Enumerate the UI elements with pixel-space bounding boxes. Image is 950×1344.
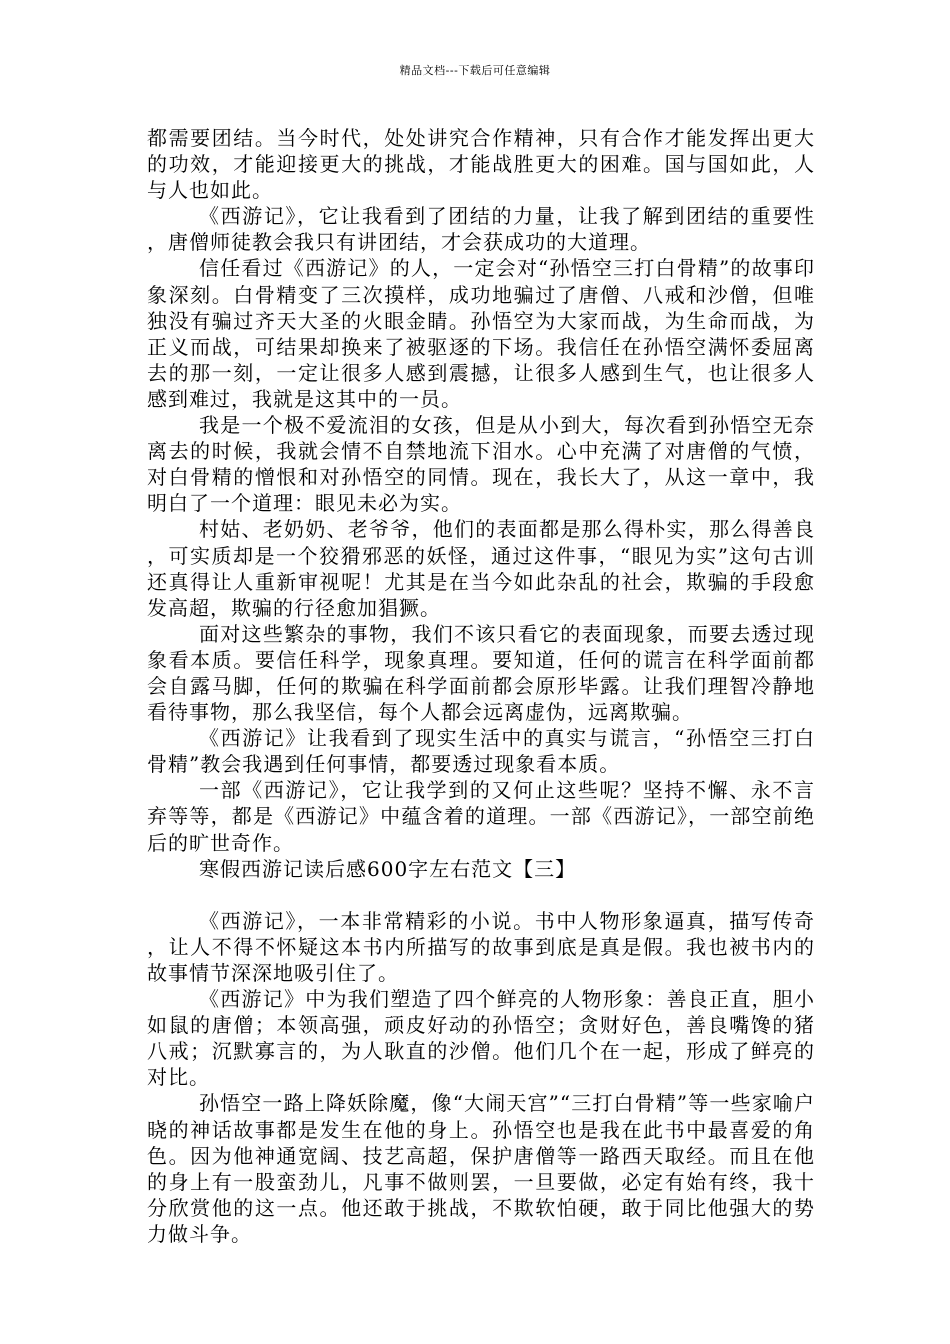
- paragraph: 《西游记》中为我们塑造了四个鲜亮的人物形象：善良正直，胆小如鼠的唐僧；本领高强，顽皮好动的孙悟空；贪财好色，善良嘴馋的猪八戒；沉默寡言的，为人耿直的沙僧。他们几个在一起，形成了鲜亮的对比。: [147, 987, 815, 1090]
- document-body: [147, 125, 815, 1247]
- paragraph-continued: 都需要团结。当今时代，处处讲究合作精神，只有合作才能发挥出更大的功效，才能迎接更大的挑战，才能战胜更大的困难。国与国如此，人与人也如此。: [147, 126, 815, 203]
- paragraph: 信任看过《西游记》的人，一定会对“孙悟空三打白骨精”的故事印象深刻。白骨精变了三次摸样，成功地骗过了唐僧、八戒和沙僧，但唯独没有骗过齐天大圣的火眼金睛。孙悟空为大家而战，为生命而战，为正义而战，可结果却换来了被驱逐的下场。我信任在孙悟空满怀委屈离去的那一刻，一定让很多人感到震撼，让很多人感到生气，也让很多人感到难过，我就是这其中的一员。: [147, 256, 815, 411]
- paragraph: 面对这些繁杂的事物，我们不该只看它的表面现象，而要去透过现象看本质。要信任科学，现象真理。要知道，任何的谎言在科学面前都会自露马脚，任何的欺骗在科学面前都会原形毕露。让我们理智冷静地看待事物，那么我坚信，每个人都会远离虚伪，远离欺骗。: [147, 621, 815, 725]
- paragraph: 《西游记》让我看到了现实生活中的真实与谎言，“孙悟空三打白骨精”教会我遇到任何事情，都要透过现象看本质。: [147, 726, 815, 777]
- paragraph: 一部《西游记》，它让我学到的又何止这些呢？坚持不懈、永不言弃等等，都是《西游记》中蕴含着的道理。一部《西游记》，一部空前绝后的旷世奇作。: [147, 778, 815, 855]
- page-header: 精品文档---下载后可任意编辑: [399, 64, 551, 77]
- paragraph: 村姑、老奶奶、老爷爷，他们的表面都是那么得朴实，那么得善良，可实质却是一个狡猾邪恶的妖怪，通过这件事，“眼见为实”这句古训还真得让人重新审视呢！尤其是在当今如此杂乱的社会，欺骗的手段愈发高超，欺骗的行径愈加猖獗。: [147, 517, 815, 620]
- paragraph: 孙悟空一路上降妖除魔，像“大闹天宫”“三打白骨精”等一些家喻户晓的神话故事都是发生在他的身上。孙悟空也是我在此书中最喜爱的角色。因为他神通宽阔、技艺高超，保护唐僧等一路西天取经。而且在他的身上有一股蛮劲儿，凡事不做则罢，一旦要做，必定有始有终，我十分欣赏他的这一点。他还敢于挑战，不欺软怕硬，敢于同比他强大的势力做斗争。: [147, 1091, 815, 1246]
- paragraph: 我是一个极不爱流泪的女孩，但是从小到大，每次看到孙悟空无奈离去的时候，我就会情不自禁地流下泪水。心中充满了对唐僧的气愤，对白骨精的憎恨和对孙悟空的同情。现在，我长大了，从这一章中，我明白了一个道理：眼见未必为实。: [147, 413, 815, 516]
- paragraph: 《西游记》，一本非常精彩的小说。书中人物形象逼真，描写传奇，让人不得不怀疑这本书内所描写的故事到底是真是假。我也被书内的故事情节深深地吸引住了。: [147, 908, 815, 985]
- paragraph: 《西游记》，它让我看到了团结的力量，让我了解到团结的重要性，唐僧师徒教会我只有讲团结，才会获成功的大道理。: [147, 204, 815, 255]
- section-heading: 寒假西游记读后感600字左右范文【三】: [199, 856, 577, 881]
